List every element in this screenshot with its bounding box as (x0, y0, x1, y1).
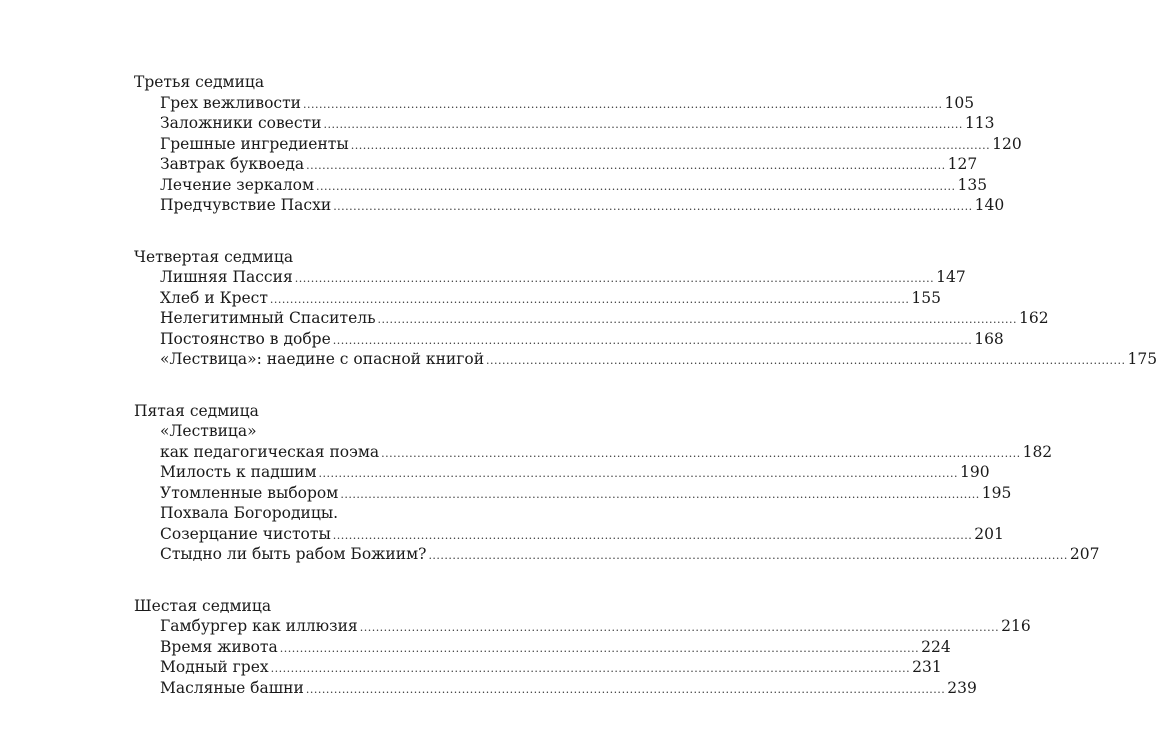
page-number: 239 (947, 678, 977, 697)
entry-title: Лишняя Пассия (160, 268, 293, 286)
page-number: 201 (974, 524, 1004, 543)
dot-leader (280, 639, 919, 660)
toc-entry (160, 308, 1049, 329)
page-number: 231 (912, 658, 942, 676)
toc-entry (160, 657, 942, 678)
entry-title: «Лествица»: наедине с опасной книгой (160, 350, 485, 368)
dot-leader (303, 95, 942, 116)
page-number: 182 (1022, 442, 1053, 461)
dot-leader (333, 197, 972, 218)
toc-entry (160, 134, 1022, 155)
toc-entry (160, 329, 1004, 350)
dot-leader (271, 659, 910, 680)
page-number: 175 (1127, 350, 1157, 368)
toc-entry (160, 442, 1053, 463)
toc-entry (160, 544, 1100, 565)
dot-leader (360, 618, 999, 639)
entry-title: Предчувствие Пасхи (160, 196, 332, 214)
dot-leader (333, 526, 972, 547)
dot-leader (486, 351, 1125, 372)
page-number: 190 (959, 463, 990, 481)
page-number: 216 (1001, 617, 1031, 635)
toc-entry (160, 195, 1005, 216)
dot-leader (340, 485, 979, 506)
section-title: Четвертая седмица (134, 247, 294, 266)
entry-title: Хлеб и Крест (160, 288, 268, 307)
entry-title: Грех вежливости (160, 93, 302, 112)
page-number: 140 (974, 196, 1005, 214)
page-number: 168 (974, 329, 1004, 348)
dot-leader (351, 136, 990, 157)
dot-leader (381, 444, 1020, 465)
page-number: 155 (911, 288, 941, 307)
toc-entry (160, 93, 975, 114)
toc-entry (160, 616, 1031, 637)
entry-title: Масляные башни (160, 678, 304, 697)
page-number: 120 (992, 134, 1022, 153)
toc-entry (160, 524, 1004, 545)
dot-leader (323, 115, 962, 136)
entry-title-line: «Лествица» (160, 422, 257, 440)
toc-entry (160, 154, 978, 175)
dot-leader (319, 464, 958, 485)
dot-leader (316, 177, 955, 198)
entry-title: Грешные ингредиенты (160, 134, 349, 153)
entry-title: как педагогическая поэма (160, 442, 380, 461)
entry-title: Гамбургер как иллюзия (160, 617, 358, 635)
entry-title-line: Похвала Богородицы. (160, 504, 339, 522)
page-number: 113 (964, 114, 995, 132)
toc-entry (160, 678, 977, 699)
dot-leader (428, 546, 1067, 567)
toc-entry (160, 637, 951, 658)
toc-section-week-4 (134, 247, 1157, 370)
entry-title: Утомленные выбором (160, 483, 339, 502)
dot-leader (306, 156, 945, 177)
page-number: 207 (1069, 545, 1100, 563)
entry-title: Нелегитимный Спаситель (160, 309, 376, 327)
section-title: Пятая седмица (134, 401, 259, 420)
entry-title: Время живота (160, 637, 278, 656)
toc-entry (160, 462, 990, 483)
dot-leader (270, 290, 909, 311)
dot-leader (306, 680, 945, 701)
toc-entry (160, 288, 941, 309)
page-number: 195 (981, 483, 1012, 502)
entry-title: Завтрак буквоеда (160, 155, 305, 173)
section-title: Третья седмица (134, 73, 265, 91)
toc-section-week-6 (134, 596, 1031, 699)
entry-title: Созерцание чистоты (160, 524, 331, 543)
toc-entry (160, 483, 1012, 504)
page-number: 162 (1018, 309, 1049, 327)
page-number: 135 (957, 175, 988, 194)
entry-title: Лечение зеркалом (160, 175, 315, 194)
toc-section-week-3 (134, 72, 1022, 216)
entry-title: Модный грех (160, 658, 269, 676)
entry-title: Постоянство в добре (160, 329, 331, 348)
toc-entry (160, 267, 966, 288)
toc-entry (160, 349, 1157, 370)
dot-leader (378, 310, 1017, 331)
toc-entry (160, 175, 988, 196)
section-title: Шестая седмица (134, 596, 272, 615)
toc-entry (160, 113, 995, 134)
page-number: 105 (944, 93, 975, 112)
page-number: 224 (921, 637, 951, 656)
toc-section-week-5 (134, 401, 1100, 565)
page-number: 127 (947, 155, 978, 173)
entry-title: Заложники совести (160, 114, 322, 132)
entry-title: Милость к падшим (160, 463, 317, 481)
dot-leader (333, 331, 972, 352)
table-of-contents (134, 72, 1157, 729)
dot-leader (295, 269, 934, 290)
page-number: 147 (936, 268, 966, 286)
entry-title: Стыдно ли быть рабом Божиим? (160, 545, 427, 563)
